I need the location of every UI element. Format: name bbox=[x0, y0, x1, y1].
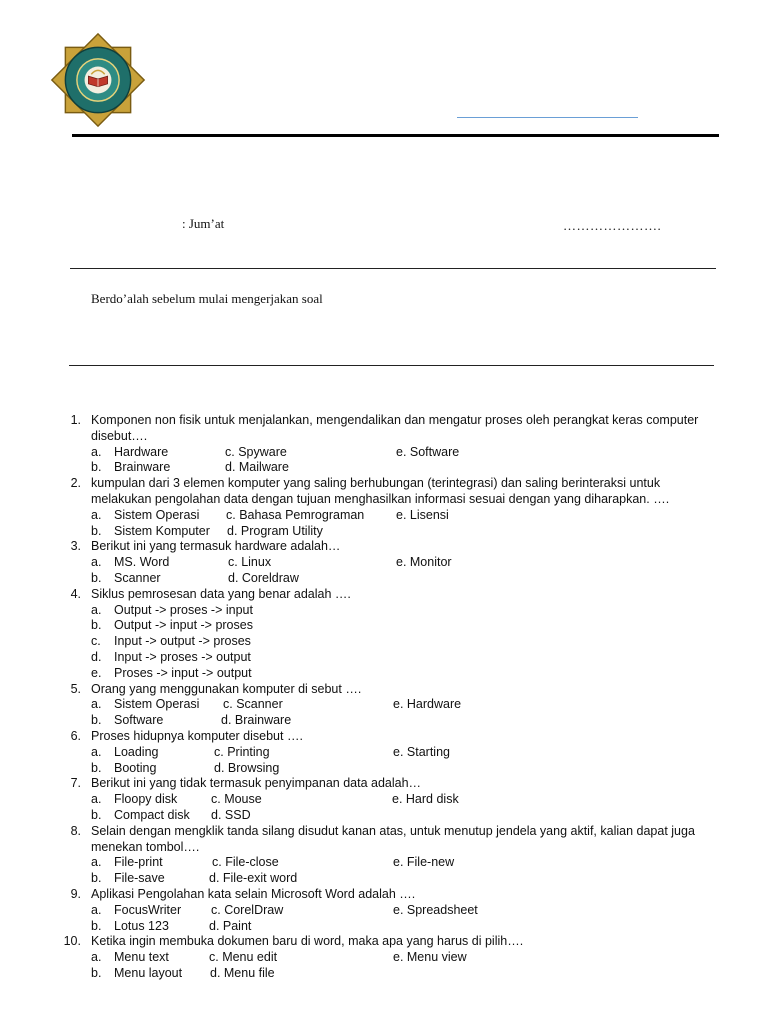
option-letter: b. bbox=[91, 918, 102, 933]
option-text: Scanner bbox=[114, 571, 161, 585]
option-text: Proses -> input -> output bbox=[114, 665, 252, 680]
question-number: 1. bbox=[70, 413, 81, 427]
question-number: 9. bbox=[70, 887, 81, 901]
option-text: c. Spyware bbox=[225, 444, 287, 459]
option-letter: a. bbox=[91, 855, 102, 870]
day-label: : Jum’at bbox=[182, 216, 225, 231]
option-text: d. Coreldraw bbox=[228, 571, 299, 585]
option-text: d. Menu file bbox=[210, 966, 275, 980]
question-number: 4. bbox=[70, 586, 81, 601]
option-text: e. Monitor bbox=[396, 555, 452, 570]
option-text: Menu layout bbox=[114, 966, 183, 980]
question-text: Orang yang menggunakan komputer di sebut …. bbox=[91, 681, 362, 696]
option-text: Loading bbox=[114, 744, 159, 759]
option-text: e. Hard disk bbox=[392, 792, 459, 807]
question-number: 6. bbox=[70, 729, 81, 743]
option-text: Menu text bbox=[114, 950, 169, 965]
question-number: 5. bbox=[70, 681, 81, 696]
option-letter: e. bbox=[91, 665, 102, 680]
option-text: d. SSD bbox=[211, 808, 251, 822]
question-text: Berikut ini yang termasuk hardware adalah… bbox=[91, 539, 341, 554]
question-number: 8. bbox=[70, 823, 81, 838]
option-letter: a. bbox=[91, 792, 102, 807]
option-text: Brainware bbox=[114, 460, 171, 475]
question-text: disebut…. bbox=[91, 428, 148, 443]
option-letter: a. bbox=[91, 602, 102, 617]
option-letter: a. bbox=[91, 555, 102, 570]
option-text: Booting bbox=[114, 760, 157, 775]
option-letter: b. bbox=[91, 760, 102, 775]
option-text: e. Menu view bbox=[393, 950, 467, 965]
question-text: melakukan pengolahan data dengan tujuan menghasilkan informasi sesuai dengan yang diharapkan. …. bbox=[91, 492, 670, 506]
option-text: e. Spreadsheet bbox=[393, 902, 478, 917]
option-letter: b. bbox=[91, 966, 102, 980]
question-text: Komponen non fisik untuk menjalankan, mengendalikan dan mengatur proses oleh perangkat keras computer bbox=[91, 413, 699, 427]
option-letter: a. bbox=[91, 744, 102, 759]
option-text: e. Software bbox=[396, 444, 460, 459]
option-text: Input -> output -> proses bbox=[114, 634, 251, 649]
question-text: kumpulan dari 3 elemen komputer yang saling berhubungan (terintegrasi) dan saling berinteraksi untuk bbox=[91, 476, 661, 491]
option-text: Output -> input -> proses bbox=[114, 618, 253, 633]
question-text: Berikut ini yang tidak termasuk penyimpanan data adalah… bbox=[91, 776, 422, 791]
option-text: e. File-new bbox=[393, 855, 455, 870]
option-text: d. Paint bbox=[209, 918, 252, 933]
option-letter: d. bbox=[91, 650, 102, 664]
question-text: Siklus pemrosesan data yang benar adalah …. bbox=[91, 586, 351, 601]
option-text: Output -> proses -> input bbox=[114, 602, 253, 617]
option-letter: a. bbox=[91, 902, 102, 917]
question-number: 2. bbox=[70, 476, 81, 491]
option-letter: a. bbox=[91, 950, 102, 965]
option-text: File-save bbox=[114, 871, 165, 886]
option-text: d. File-exit word bbox=[209, 871, 298, 886]
option-text: MS. Word bbox=[114, 555, 170, 570]
option-letter: c. bbox=[91, 634, 101, 649]
option-text: c. Printing bbox=[214, 744, 270, 759]
option-letter: a. bbox=[91, 507, 102, 522]
option-text: Compact disk bbox=[114, 808, 190, 822]
option-text: FocusWriter bbox=[114, 902, 182, 917]
question-number: 3. bbox=[70, 539, 81, 554]
question-text: Ketika ingin membuka dokumen baru di word, maka apa yang harus di pilih…. bbox=[91, 934, 524, 949]
option-text: d. Program Utility bbox=[227, 523, 323, 538]
option-text: e. Starting bbox=[393, 744, 450, 759]
option-letter: b. bbox=[91, 460, 102, 475]
question-text: Selain dengan mengklik tanda silang disudut kanan atas, untuk menutup jendela yang aktif, kalian dapat juga bbox=[91, 823, 695, 838]
option-letter: a. bbox=[91, 697, 102, 712]
option-text: d. Browsing bbox=[214, 760, 280, 775]
option-letter: b. bbox=[91, 808, 102, 822]
option-text: c. CorelDraw bbox=[211, 902, 284, 917]
option-text: d. Mailware bbox=[225, 460, 289, 475]
option-letter: b. bbox=[91, 871, 102, 886]
option-text: Hardware bbox=[114, 444, 169, 459]
question-number: 7. bbox=[70, 776, 81, 791]
instruction-text: Berdo’alah sebelum mulai mengerjakan soal bbox=[91, 291, 323, 306]
option-text: e. Lisensi bbox=[396, 507, 449, 522]
question-text: menekan tombol…. bbox=[91, 839, 200, 854]
option-text: c. Mouse bbox=[211, 792, 262, 807]
option-text: d. Brainware bbox=[221, 713, 292, 728]
option-text: c. File-close bbox=[212, 855, 279, 870]
option-text: c. Bahasa Pemrograman bbox=[226, 507, 365, 522]
name-field-dots: …………………. bbox=[563, 218, 662, 233]
option-letter: a. bbox=[91, 444, 102, 459]
option-letter: b. bbox=[91, 571, 102, 585]
option-text: c. Menu edit bbox=[209, 950, 278, 965]
option-text: Floopy disk bbox=[114, 792, 178, 807]
option-letter: b. bbox=[91, 523, 102, 538]
option-text: c. Linux bbox=[228, 555, 272, 570]
question-text: Proses hidupnya komputer disebut …. bbox=[91, 729, 303, 743]
option-text: Input -> proses -> output bbox=[114, 650, 251, 664]
option-text: Sistem Operasi bbox=[114, 507, 200, 522]
option-text: c. Scanner bbox=[223, 697, 283, 712]
option-letter: b. bbox=[91, 713, 102, 728]
option-letter: b. bbox=[91, 618, 102, 633]
question-number: 10. bbox=[63, 934, 81, 949]
option-text: Sistem Operasi bbox=[114, 697, 200, 712]
option-text: Sistem Komputer bbox=[114, 523, 210, 538]
question-text: Aplikasi Pengolahan kata selain Microsoft Word adalah …. bbox=[91, 887, 416, 901]
option-text: e. Hardware bbox=[393, 697, 462, 712]
option-text: File-print bbox=[114, 855, 163, 870]
option-text: Software bbox=[114, 713, 164, 728]
option-text: Lotus 123 bbox=[114, 918, 169, 933]
